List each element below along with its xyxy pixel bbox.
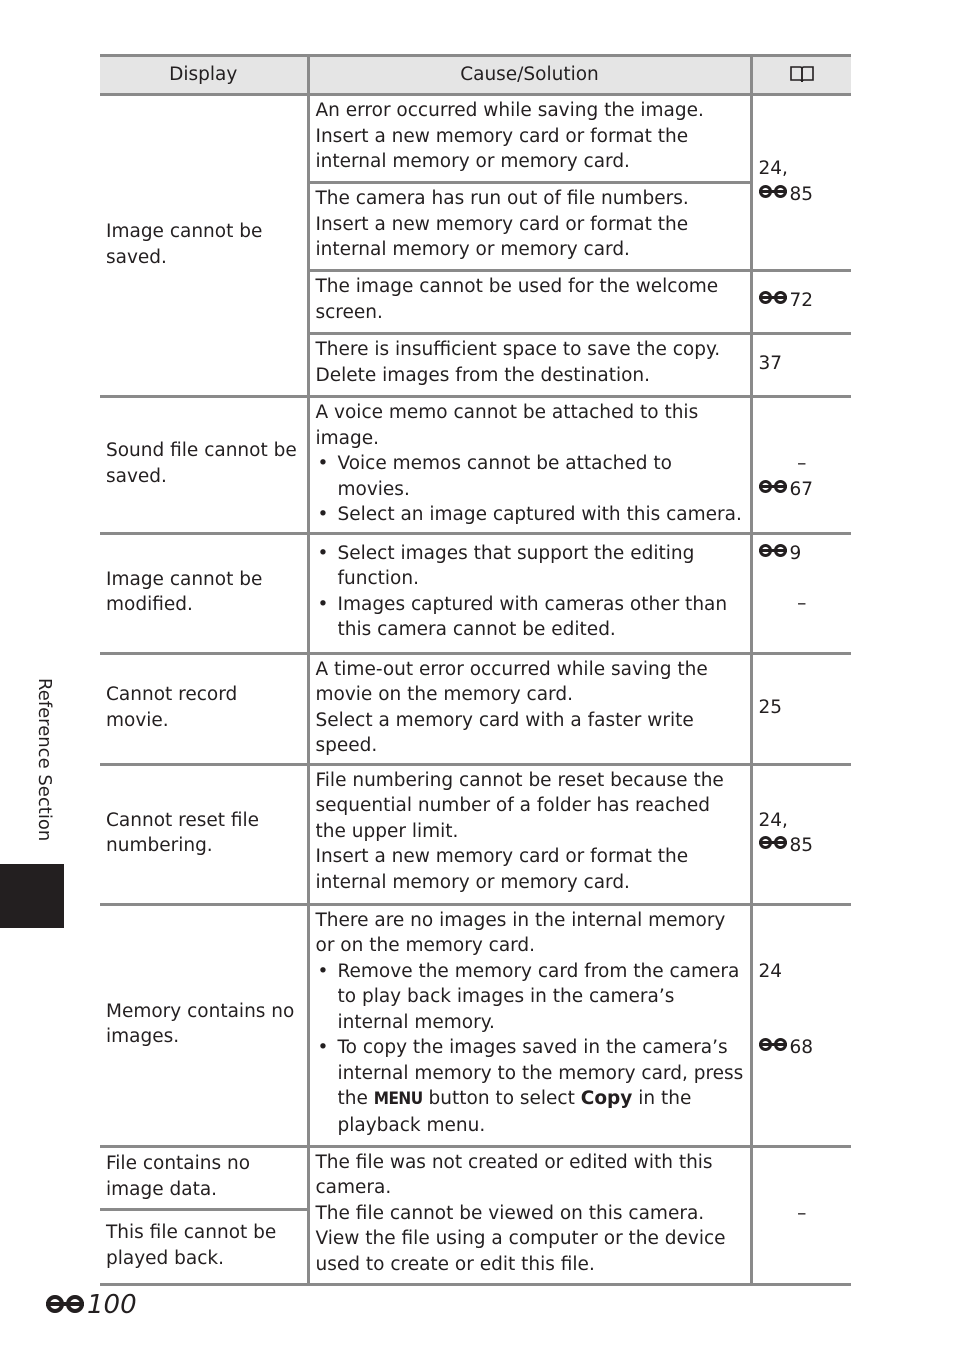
- display-memory-contains-no-images: Memory contains no images.: [100, 904, 308, 1146]
- reference-cell: –: [751, 1146, 851, 1284]
- header-reference: [751, 56, 851, 95]
- display-file-contains-no-image-data: File contains no image data.: [100, 1146, 308, 1209]
- page-number: 100: [46, 1290, 137, 1320]
- display-cannot-record-movie: Cannot record movie.: [100, 653, 308, 764]
- reference-cell: 37: [751, 334, 851, 397]
- e-reference-icon: [759, 184, 789, 201]
- cause-cell: A voice memo cannot be attached to this image. • Voice memos cannot be attached to movies. • Select an image captured with this camera.: [308, 397, 751, 534]
- display-image-cannot-be-saved: Image cannot be saved.: [100, 95, 308, 397]
- menu-button-label: MENU: [373, 1089, 423, 1109]
- section-tab-marker: [0, 864, 64, 928]
- e-reference-icon: [46, 1293, 86, 1315]
- cause-cell: An error occurred while saving the image. Insert a new memory card or format the internal memory or memory card.: [308, 95, 751, 183]
- table-row: [100, 1146, 851, 1209]
- list-item: • Select images that support the editing function.: [316, 541, 744, 592]
- cause-cell: A time-out error occurred while saving the movie on the memory card. Select a memory card with a faster write speed.: [308, 653, 751, 764]
- header-cause-solution: Cause/Solution: [308, 56, 751, 95]
- display-image-cannot-be-modified: Image cannot be modified.: [100, 533, 308, 653]
- table-row: [100, 533, 851, 653]
- display-sound-file-cannot-be-saved: Sound file cannot be saved.: [100, 397, 308, 534]
- table-row: [100, 653, 851, 764]
- cause-cell: [308, 533, 751, 653]
- table-row: [100, 904, 851, 1146]
- reference-cell: – 67: [751, 397, 851, 534]
- table-row: [100, 764, 851, 904]
- cause-cell: The file was not created or edited with this camera. The file cannot be viewed on this camera. View the file using a computer or the device used to create or edit this file.: [308, 1146, 751, 1284]
- display-cannot-reset-file-numbering: Cannot reset file numbering.: [100, 764, 308, 904]
- error-message-table: [100, 54, 851, 1286]
- reference-cell: 24 68: [751, 904, 851, 1146]
- table-header-row: [100, 56, 851, 95]
- e-reference-icon: [759, 835, 789, 852]
- header-display: Display: [100, 56, 308, 95]
- cause-cell: File numbering cannot be reset because the sequential number of a folder has reached the upper limit. Insert a new memory card or format the internal memory or memory card.: [308, 764, 751, 904]
- e-reference-icon: [759, 543, 789, 560]
- reference-cell: 24, 85: [751, 764, 851, 904]
- reference-cell: 25: [751, 653, 851, 764]
- reference-cell: 24, 85: [751, 95, 851, 271]
- cause-cell: There are no images in the internal memory or on the memory card. • Remove the memory card from the camera to play back images in the camera’s internal memory. • To copy the images saved in the camera’s internal memory to the memory card, press the MENU button to select Copy in the playback menu.: [308, 904, 751, 1146]
- list-item: • Select an image captured with this camera.: [316, 502, 744, 528]
- list-item: • To copy the images saved in the camera’s internal memory to the memory card, press the MENU button to select Copy in the playback menu.: [316, 1035, 744, 1138]
- e-reference-icon: [759, 1037, 789, 1054]
- e-reference-icon: [759, 290, 789, 307]
- table-row: [100, 397, 851, 534]
- copy-option-label: Copy: [580, 1088, 633, 1109]
- cause-cell: The camera has run out of file numbers. Insert a new memory card or format the internal memory or memory card.: [308, 183, 751, 271]
- list-item: • Remove the memory card from the camera to play back images in the camera’s internal memory.: [316, 959, 744, 1036]
- table-row: [100, 95, 851, 183]
- list-item: • Voice memos cannot be attached to movies.: [316, 451, 744, 502]
- cause-cell: There is insufficient space to save the copy. Delete images from the destination.: [308, 334, 751, 397]
- reference-cell: 9 –: [751, 533, 851, 653]
- cause-cell: The image cannot be used for the welcome screen.: [308, 271, 751, 334]
- list-item: • Images captured with cameras other than this camera cannot be edited.: [316, 592, 744, 643]
- section-side-label: Reference Section: [34, 678, 55, 842]
- reference-cell: 72: [751, 271, 851, 334]
- book-icon: [789, 65, 815, 83]
- display-file-cannot-be-played-back: This file cannot be played back.: [100, 1209, 308, 1284]
- e-reference-icon: [759, 479, 789, 496]
